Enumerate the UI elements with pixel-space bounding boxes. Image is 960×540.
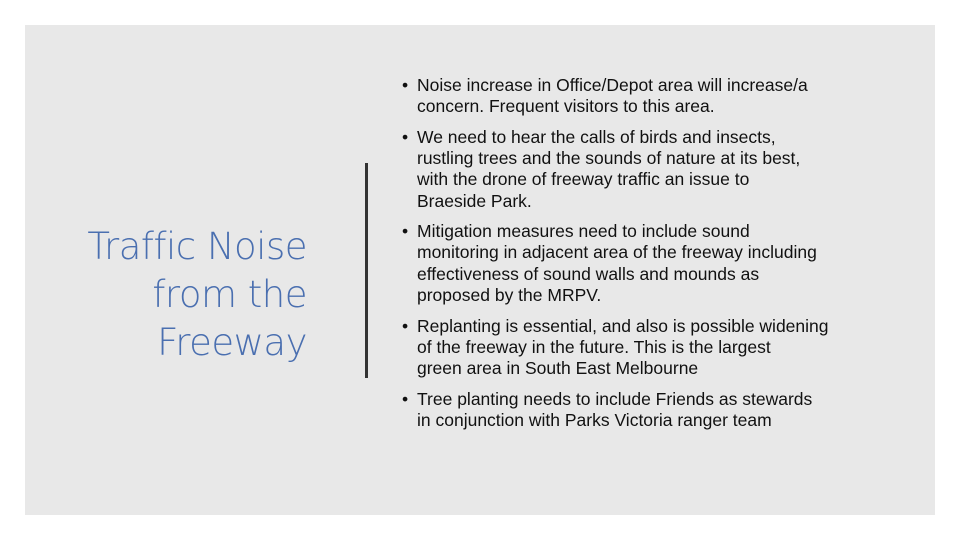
bullet-text-line: green area in South East Melbourne — [417, 357, 699, 378]
bullet-text-line: Braeside Park. — [417, 190, 532, 211]
bullet-text-line: Replanting is essential, and also is possible widening — [417, 315, 829, 336]
title-line: Freeway — [157, 321, 307, 364]
bullet-icon: • — [402, 221, 409, 242]
title-line: Traffic Noise — [87, 225, 307, 268]
bullet-item — [402, 389, 829, 431]
bullet-text-line: of the freeway in the future. This is the largest — [417, 336, 771, 357]
bullet-item — [402, 75, 829, 117]
bullet-text-line: rustling trees and the sounds of nature at its best, — [417, 148, 801, 169]
bullet-list — [402, 75, 829, 441]
bullet-text-line: Noise increase in Office/Depot area will increase/a — [417, 75, 808, 95]
vertical-divider — [365, 163, 368, 378]
bullet-item — [402, 316, 829, 380]
slide-title — [87, 223, 307, 367]
bullet-text-line: with the drone of freeway traffic an issue to — [417, 169, 750, 190]
bullet-text-line: effectiveness of sound walls and mounds as — [417, 263, 760, 284]
bullet-text-line: proposed by the MRPV. — [417, 284, 602, 305]
bullet-icon: • — [402, 315, 409, 336]
bullet-icon: • — [402, 388, 409, 409]
bullet-text-line: Tree planting needs to include Friends as stewards — [417, 388, 813, 409]
bullet-text-line: in conjunction with Parks Victoria ranger team — [417, 409, 772, 430]
bullet-text-line: Mitigation measures need to include sound — [417, 221, 750, 242]
bullet-item — [402, 221, 829, 306]
bullet-item — [402, 127, 829, 212]
bullet-text-line: concern. Frequent visitors to this area. — [417, 96, 715, 117]
bullet-icon: • — [402, 75, 409, 95]
title-line: from the — [152, 273, 307, 316]
bullet-text-line: We need to hear the calls of birds and insects, — [417, 126, 776, 147]
bullet-icon: • — [402, 126, 409, 147]
bullet-text-line: monitoring in adjacent area of the freeway including — [417, 242, 817, 263]
